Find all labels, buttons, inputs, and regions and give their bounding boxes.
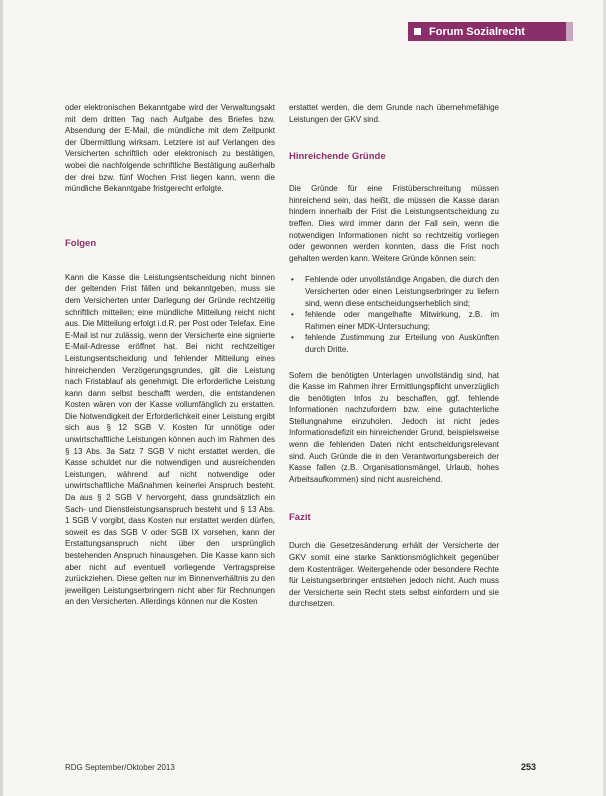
reasons-list: [289, 274, 499, 355]
heading-fazit: Fazit: [289, 512, 311, 524]
list-item: • fehlende oder mangelhafte Mitwirkung, z.B. im Rahmen einer MDK-Untersuchung;: [289, 309, 499, 332]
footer-publication: RDG September/Oktober 2013: [65, 763, 175, 772]
section-header-bar: [408, 22, 566, 41]
scan-edge-left: [0, 0, 3, 796]
folgen-paragraph: Kann die Kasse die Leistungsentscheidung nicht binnen der geltenden Frist fällen und bekanntgeben, muss sie dem Versicherten unter Darlegung der Gründe rechtzeitig schriftlich mitteilen; eine mündliche Mitteilung reicht nicht aus. Die Mitteilung erfolgt i.d.R. per Post oder Telefax. Eine E-Mail ist nur zulässig, wenn der Versicherte eine signierte E-Mail-Adresse eröffnet hat. Bei nicht rechtzeitiger Leistungsentscheidung und fehlender Mitteilung eines hinreichenden Verzögerungsgrundes, gilt die Leistung nach Fristablauf als genehmigt. Die erforderliche Leistung kann dann selbst beschafft werden, die entstandenen Kosten wären von der Kasse vollumfänglich zu erstatten. Die Notwendigkeit der Erforderlichkeit einer Leistung ergibt sich aus § 12 SGB V. Kosten für unnötige oder unwirtschaftliche Leistungen können auch im Rahmen des § 13 Abs. 3a Satz 7 SGB V nicht erstattet werden, die Kasse schuldet nur die notwendigen und ausreichenden Leistungen, während auf nicht notwendige oder unwirtschaftliche Maßnahmen keinerlei Anspruch besteht. Da aus § 2 SGB V hervorgeht, dass grundsätzlich ein Sach- und Dienstleistungsanspruch besteht und § 13 Abs. 1 SGB V vorgibt, dass Kosten nur erstattet werden dürfen, soweit es das SGB V oder SGB IX vorsehen, kann der Erstattungsanspruch nicht über den ursprünglich bestehenden Anspruch hinausgehen. Die Kasse kann sich aber nicht auf eventuell vorliegende Vertragspreise zurückziehen. Diese gelten nur im Binnenverhältnis zu den jeweiligen Leistungserbringern nicht aber für Rechnungen an den Versicherten. Allerdings können nur die Kosten: [65, 272, 275, 607]
fazit-paragraph: Durch die Gesetzesänderung erhält der Versicherte der GKV somit eine starke Sanktionsmöglichkeit gegenüber dem Kostenträger. Weitergehende oder besondere Rechte für Leistungserbringer entstehen jedoch nicht. Auch muss der Versicherte sein Recht stets selbst einfordern und sie durchsetzen.: [289, 541, 499, 609]
gruende-paragraph: Die Gründe für eine Fristüberschreitung müssen hinreichend sein, das heißt, die müssen die Kasse daran hindern innerhalb der Frist die Leistungsentscheidung zu treffen. Dies wird immer dann der Fall sein, wenn die notwendigen Informationen nicht so rechtzeitig vorliegen oder gewonnen werden konnten, dass die Frist noch gehalten werden kann. Weitere Gründe können sein:: [289, 184, 499, 263]
header-tab-accent: [566, 22, 573, 41]
left-column: [65, 102, 275, 608]
unterlagen-paragraph: Sofern die benötigten Unterlagen unvollständig sind, hat die Kasse im Rahmen ihrer Ermittlungspflicht unverzüglich die benötigten Infos zu beschaffen, ggf. fehlende Informationen nachzufordern bzw. eine gutachterliche Stellungnahme einzuholen. Jedoch ist nicht jedes Informationsdefizit ein hinreichender Grund, beispielsweise wenn die fehlenden Daten nicht entscheidungsrelevant sind. Auch Gründe die in den Verantwortungsbereich der Kasse fallen (z.B. Organisationsmängel, Urlaub, hohes Arbeitsaufkommen) sind nicht ausreichend.: [289, 370, 499, 484]
page-number: 253: [521, 762, 537, 772]
list-item: • Fehlende oder unvollständige Angaben, die durch den Versicherten oder einen Leistungserbringer zu liefern sind, wenn diese entscheidungserheblich sind;: [289, 274, 499, 309]
right-intro-paragraph: erstattet werden, die dem Grunde nach übernehmefähige Leistungen der GKV sind.: [289, 103, 499, 124]
square-marker-icon: [414, 28, 421, 35]
right-column: [289, 102, 499, 610]
section-label: Forum Sozialrecht: [429, 25, 525, 38]
heading-hinreichende-gruende: Hinreichende Gründe: [289, 151, 386, 163]
heading-folgen: Folgen: [65, 237, 97, 249]
list-item: • fehlende Zustimmung zur Erteilung von Auskünften durch Dritte.: [289, 332, 499, 355]
left-intro-paragraph: oder elektronischen Bekanntgabe wird der Verwaltungsakt mit dem dritten Tag nach Aufgabe des Briefes bzw. Absendung der E-Mail, die mündliche mit dem Zeitpunkt der Übermittlung wirksam. Letztere ist auf Verlangen des Versicherten schriftlich oder elektronisch zu bestätigen, wobei die nachfolgende schriftliche Bestätigung außerhalb der drei bzw. fünf Wochen Frist liegen kann, wenn die mündliche Bekanntgabe fristgerecht erfolgte.: [65, 103, 275, 194]
